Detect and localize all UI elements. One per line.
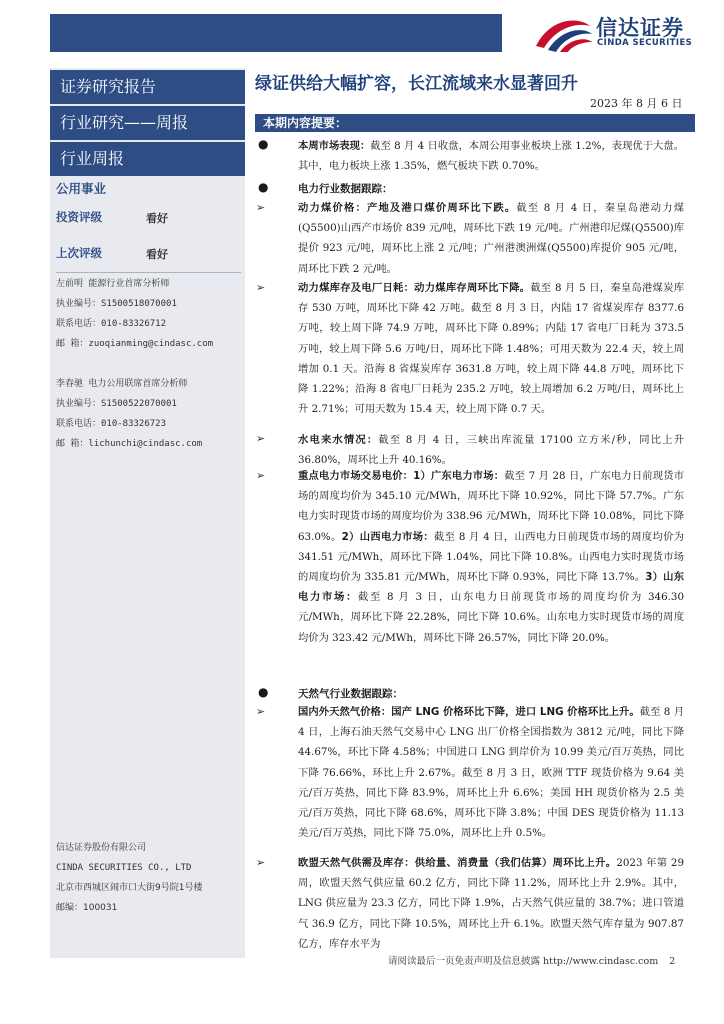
bullet-icon: ● <box>258 685 269 699</box>
analyst2-license: 执业编号：S1500522070001 <box>56 399 177 409</box>
arrow-icon: ➢ <box>256 856 266 869</box>
company-name: 信达证券股份有限公司 <box>56 843 147 853</box>
prev-rating-value: 看好 <box>146 248 168 261</box>
brand-name-en: CINDA SECURITIES <box>597 38 693 48</box>
report-type: 证券研究报告 <box>50 70 245 104</box>
footer-text: 请阅读最后一页免责声明及信息披露 http://www.cindasc.com <box>388 956 659 967</box>
analyst1-name: 左前明 能源行业首席分析师 <box>56 279 170 289</box>
eu-gas-headline: 供给量、消费量（我们估算）周环比上升。 <box>414 857 617 869</box>
spot-label: 重点电力市场交易电价： <box>298 470 414 482</box>
market-text: 截至 8 月 4 日收盘，本周公用事业板块上涨 1.2%，表现优于大盘。其中，电力板块上涨 1.35%，燃气板块下跌 0.70%。 <box>298 140 684 173</box>
report-date: 2023 年 8 月 6 日 <box>590 97 683 110</box>
analyst1-phone: 联系电话：010-83326712 <box>56 319 167 329</box>
prev-rating-label: 上次评级 <box>56 246 102 260</box>
summary-header: 本期内容提要： <box>255 114 695 132</box>
hydro-text: 截至 8 月 4 日，三峡出库流量 17100 立方米/秒，同比上升 36.80%，周环比上升 40.16%。 <box>298 434 685 467</box>
arrow-icon: ➢ <box>256 469 266 482</box>
analyst1-email: 邮 箱：zuoqianming@cindasc.com <box>56 339 214 349</box>
analyst2-name: 李春驰 电力公用联席首席分析师 <box>56 379 188 389</box>
coal-stock-text: 截至 8 月 5 日，秦皇岛港煤炭库存 530 万吨，周环比下降 42 万吨。截至 8 月 3 日，内陆 17 省煤炭库存 8377.6 万吨，较上周下降 74.9 万吨，周环比下降 0.89%；内陆 17 省电厂日耗为 373.5 万吨，较上周下降 5.6 万吨/日，周环比下降 1.48%；可用天数为 22.4 天，较上周增加 0.1 天。沿海 8 省煤炭库存 3631.8 万吨，较上周下降 44.8 万吨，周环比下降 1.22%；沿海 8 省电厂日耗为 235.2 万吨，较上周增加 6.2 万吨/日，周环比上升 2.71%；可用天数为 15.4 天，较上周下降 0.7 天。 <box>298 282 685 416</box>
spot-sx-label: 2）山西电力市场： <box>341 530 435 543</box>
coal-price-headline: 产地及港口煤价周环比下跌。 <box>366 202 517 214</box>
eu-gas-label: 欧盟天然气供需及库存： <box>298 857 415 869</box>
coal-price-label: 动力煤价格： <box>298 202 367 214</box>
divider <box>56 272 241 273</box>
report-series: 行业研究——周报 <box>50 106 245 140</box>
hydro-paragraph <box>298 430 684 470</box>
header-band <box>50 14 502 52</box>
arrow-icon: ➢ <box>256 432 266 445</box>
page-number: 2 <box>669 956 676 967</box>
market-paragraph <box>298 136 684 176</box>
eu-gas-paragraph <box>298 853 684 954</box>
company-name-en: CINDA SECURITIES CO., LTD <box>56 863 192 873</box>
footer <box>388 953 675 967</box>
coal-stock-paragraph <box>298 278 684 419</box>
bullet-icon: ● <box>258 180 269 194</box>
market-label: 本周市场表现： <box>298 140 371 152</box>
coal-price-text: 截至 8 月 4 日，秦皇岛港动力煤(Q5500)山西产市场价 839 元/吨，周环比下跌 19 元/吨。广州港印尼煤(Q5500)库提价 923 元/吨，周环比上涨 2 元/吨；广州港澳洲煤(Q5500)库提价 905 元/吨，周环比下跌 2 元/吨。 <box>298 202 685 275</box>
spot-paragraph <box>298 466 684 648</box>
report-title: 绿证供给大幅扩容，长江流域来水显著回升 <box>255 74 578 94</box>
gas-price-headline: 国产 LNG 价格环比下降，进口 LNG 价格环比上升。 <box>391 706 640 718</box>
rating-label: 投资评级 <box>56 210 102 224</box>
hydro-label: 水电来水情况： <box>298 434 379 446</box>
spot-sd-text: 截至 8 月 3 日，山东电力日前现货市场的周度均价为 346.30 元/MWh，周环比下降 22.28%，同比下降 10.6%。山东电力实时现货市场的周度均价为 323.42 元/MWh，周环比下降 26.57%，同比下降 20.0%。 <box>298 591 684 644</box>
report-kind: 行业周报 <box>50 142 245 176</box>
eu-gas-text: 2023 年第 29 周，欧盟天然气供应量 60.2 亿方，同比下降 11.2%，周环比上升 2.9%。其中，LNG 供应量为 23.3 亿方，同比下降 1.9%，占天然气供应量的 38.7%；进口管道气 36.9 亿方，同比下降 10.5%，周环比上升 6.1%。欧盟天然气库存量为 907.87 亿方，库存水平为 <box>298 857 685 950</box>
gas-section-title: 天然气行业数据跟踪： <box>298 688 403 700</box>
brand-name: 信达证券 <box>596 16 684 40</box>
sidebar <box>50 68 245 958</box>
company-address: 北京市西城区闹市口大街9号院1号楼 <box>56 883 203 893</box>
company-postcode: 邮编：100031 <box>56 903 118 913</box>
arrow-icon: ➢ <box>256 201 266 214</box>
rating-value: 看好 <box>146 212 168 225</box>
gas-price-text: 截至 8 月 4 日，上海石油天然气交易中心 LNG 出厂价格全国指数为 3812 元/吨，同比下降 44.67%，环比下降 4.58%；中国进口 LNG 到岸价为 10.99 美元/百万英热，同比下降 76.66%，环比上升 2.67%。截至 8 月 3 日，欧洲 TTF 现货价格为 9.64 美元/百万英热，同比下降 83.9%，周环比上升 6.6%；美国 HH 现货价格为 2.5 美元/百万英热，同比下降 68.6%，周环比下降 3.8%；中国 DES 现货价格为 11.13 美元/百万英热，同比下降 75.0%，周环比上升 0.5%。 <box>298 706 684 840</box>
coal-price-paragraph <box>298 198 684 279</box>
analyst1-license: 执业编号：S1500518070001 <box>56 299 177 309</box>
spot-gd-text: 截至 7 月 28 日，广东电力日前现货市场的周度均价为 345.10 元/MWh，周环比下降 10.92%，同比下降 57.7%。广东电力实时现货市场的周度均价为 338.96 元/MWh，周环比下降 10.08%，同比下降 63.0%。 <box>298 470 685 543</box>
bullet-icon: ● <box>258 137 269 151</box>
analyst2-phone: 联系电话：010-83326723 <box>56 419 167 429</box>
coal-stock-headline: 动力煤库存周环比下降。 <box>414 282 531 294</box>
industry-label: 公用事业 <box>56 181 107 196</box>
arrow-icon: ➢ <box>256 281 266 294</box>
coal-stock-label: 动力煤库存及电厂日耗： <box>298 282 415 294</box>
gas-price-paragraph <box>298 702 684 843</box>
power-section-title: 电力行业数据跟踪： <box>298 183 393 195</box>
spot-sx-text: 截至 8 月 4 日，山西电力日前现货市场的周度均价为 341.51 元/MWh，周环比下降 1.04%，同比下降 10.8%。山西电力实时现货市场的周度均价为 335.81 元/MWh，周环比下降 0.93%，同比下降 13.7%。 <box>298 530 684 584</box>
gas-price-label: 国内外天然气价格： <box>298 706 392 718</box>
arrow-icon: ➢ <box>256 705 266 718</box>
spot-gd-label: 1）广东电力市场： <box>413 470 505 482</box>
analyst2-email: 邮 箱：lichunchi@cindasc.com <box>56 439 203 449</box>
spot-sd-label: 3）山东电力市场： <box>298 571 684 604</box>
